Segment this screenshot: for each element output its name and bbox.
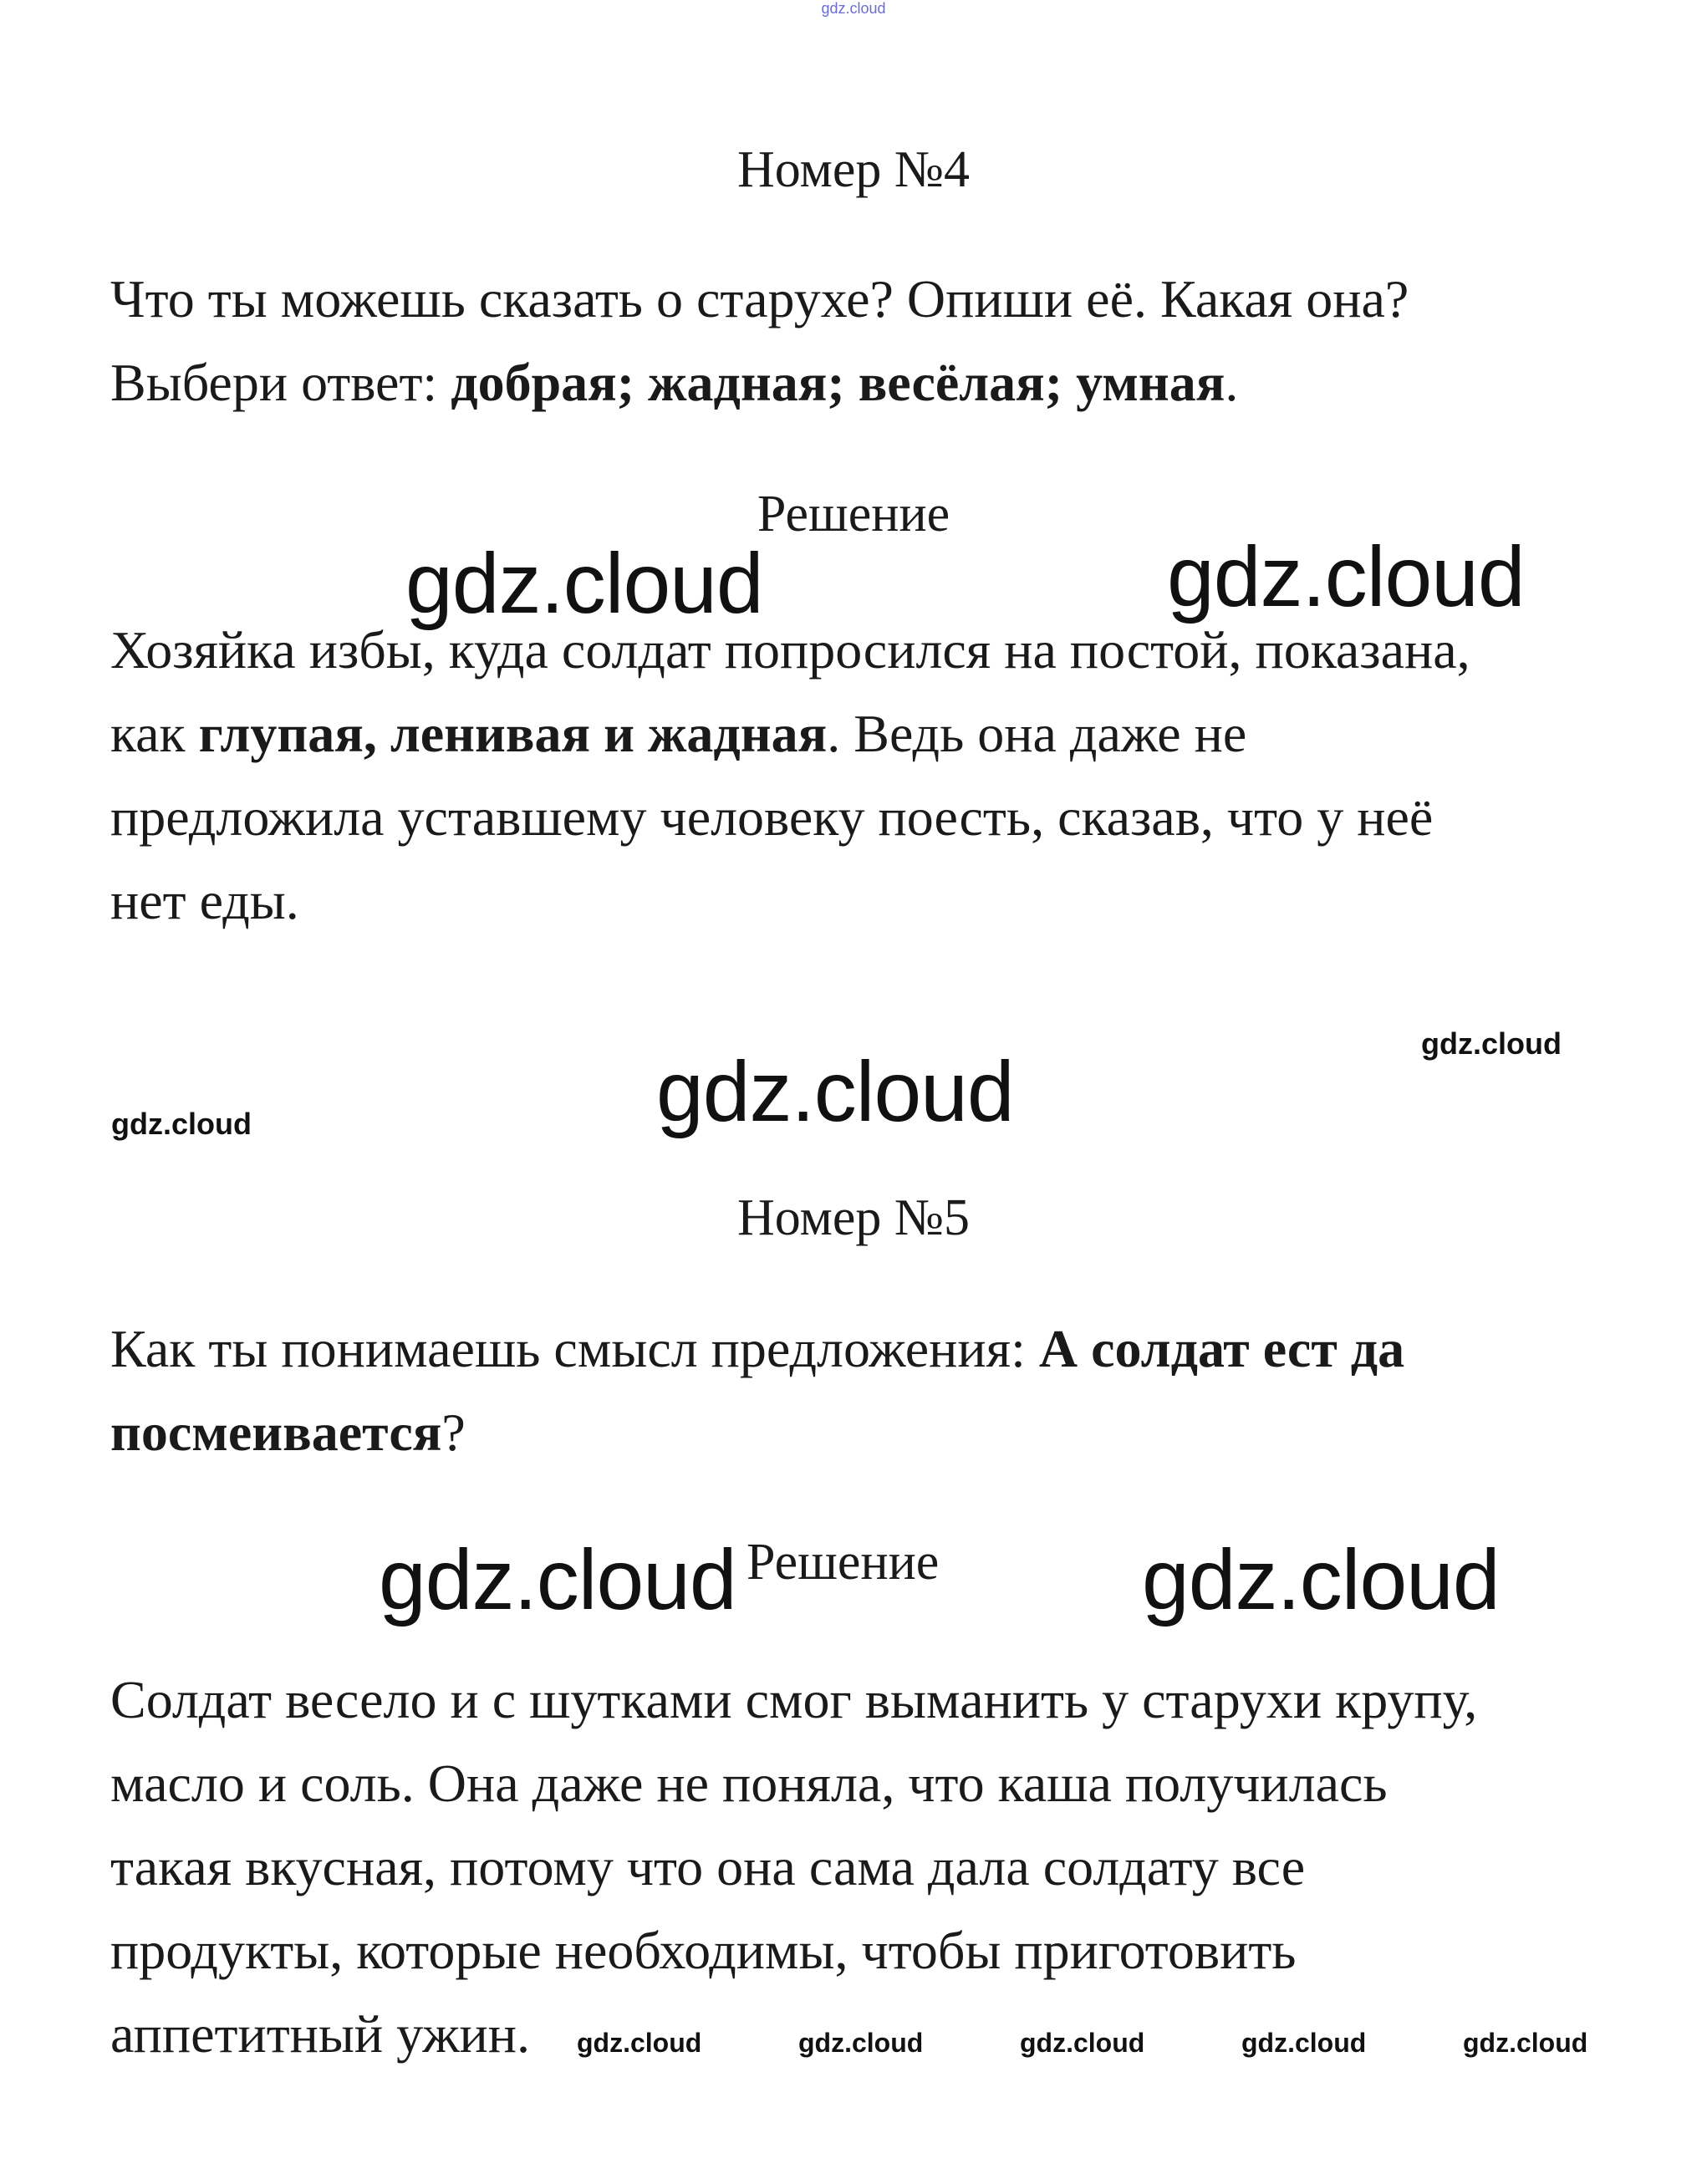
task4-answer-line1: Хозяйка избы, куда солдат попросился на постой, показана,: [110, 620, 1470, 680]
task5-question-line2: [110, 1391, 1615, 1474]
task4-answer-bold: глупая, ленивая и жадная: [198, 704, 828, 763]
task4-answer-text: . Ведь она даже не: [827, 704, 1247, 763]
task4-solution-heading: Решение: [757, 486, 950, 542]
watermark-small: gdz.cloud: [1463, 2028, 1588, 2058]
watermark-large: gdz.cloud: [656, 1044, 1014, 1139]
task4-answer-line4: нет еды.: [110, 871, 299, 930]
task5-answer-line1: Солдат весело и с шутками смог выманить у старухи крупу,: [110, 1670, 1478, 1729]
task4-question-period: .: [1225, 353, 1239, 412]
task5-answer-line3: такая вкусная, потому что она сама дала солдату все: [110, 1837, 1306, 1896]
task5-question-line1: [110, 1307, 1615, 1391]
watermark-small: gdz.cloud: [1241, 2028, 1367, 2058]
task4-question: [110, 257, 1615, 425]
task5-quote: посмеивается: [110, 1403, 442, 1462]
task5-answer: [110, 1658, 1615, 2076]
task5-quote: А солдат ест да: [1038, 1319, 1405, 1378]
task4-answer-line2: [110, 692, 1615, 776]
task5-answer-line5: аппетитный ужин.: [110, 2004, 531, 2064]
watermark-large: gdz.cloud: [405, 536, 763, 631]
watermark-small: gdz.cloud: [111, 1107, 252, 1141]
watermark-large: gdz.cloud: [1142, 1532, 1500, 1627]
watermark-large: gdz.cloud: [1167, 529, 1525, 624]
task5-answer-line4: продукты, которые необходимы, чтобы приготовить: [110, 1921, 1297, 1980]
task4-answer: [110, 608, 1615, 943]
task5-heading: Номер №5: [736, 1189, 970, 1246]
watermark-small: gdz.cloud: [1020, 2028, 1145, 2058]
task4-question-line2: [110, 341, 1615, 425]
task5-question-mark: ?: [441, 1403, 466, 1462]
watermark-small: gdz.cloud: [577, 2028, 702, 2058]
task4-answer-line3: предложила уставшему человеку поесть, сказав, что у неё: [110, 787, 1434, 847]
task5-answer-line2: масло и соль. Она даже не поняла, что каша получилась: [110, 1754, 1388, 1813]
watermark-small: gdz.cloud: [798, 2028, 924, 2058]
watermark-large: gdz.cloud: [379, 1532, 736, 1627]
task5-solution-heading: Решение: [746, 1534, 940, 1591]
task4-question-line1: Что ты можешь сказать о старухе? Опиши её. Какая она?: [110, 269, 1409, 328]
watermark-top: gdz.cloud: [821, 0, 886, 17]
task5-question: [110, 1307, 1615, 1474]
task4-question-prompt: Выбери ответ:: [110, 353, 451, 412]
task4-heading: Номер №4: [736, 141, 970, 198]
task5-question-text: Как ты понимаешь смысл предложения:: [110, 1319, 1039, 1378]
watermark-small: gdz.cloud: [1421, 1026, 1562, 1061]
task4-answer-options: добрая; жадная; весёлая; умная: [451, 353, 1225, 412]
task4-answer-text: как: [110, 704, 199, 763]
